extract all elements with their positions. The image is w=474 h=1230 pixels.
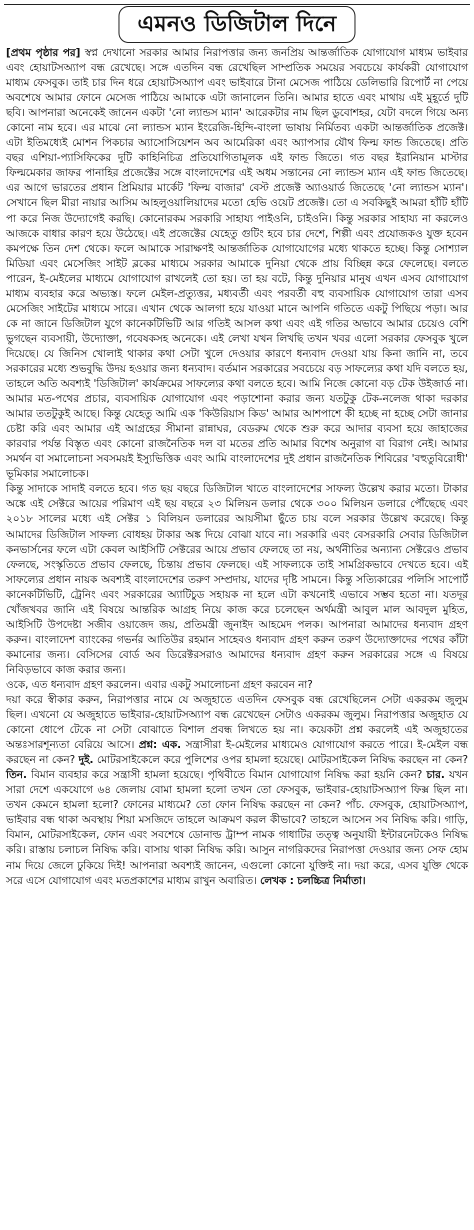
question-1-text: সন্ত্রাসীরা ই-মেইলের মাধ্যমেও যোগাযোগ করতে পারে। ই-মেইল বন্ধ করছেন না কেন? — [6, 739, 468, 767]
question-3-text: বিমান ব্যবহার করে সন্ত্রাসী হামলা হয়েছে। পৃথিবীতে বিমান যোগাযোগ নিষিদ্ধ করা হয়নি কেন? — [31, 769, 423, 782]
paragraph-4 — [6, 693, 468, 889]
continuation-tag: [প্রথম পৃষ্ঠার পর] — [6, 47, 81, 59]
byline-label: লেখক : — [260, 874, 294, 887]
question-2-text: মোটরসাইকেলে করে পুলিশের ওপর হামলা হয়েছে। মোটরসাইকেল নিষিদ্ধ করছেন না কেন? — [97, 754, 468, 767]
headline: এমনও ডিজিটাল দিনে — [137, 11, 337, 37]
question-1-label: প্রশ্ন: এক. — [138, 739, 182, 752]
question-2-label: দুই. — [78, 754, 94, 767]
question-4-text: যখন সারা দেশে একযোগে ৬৪ জেলায় বোমা হামলা হলো তখন তো ফেসবুক, ভাইবার-হোয়াটসঅ্যাপ ফিক্স ছিল না। তখন কেমনে হামলা হলো? ফোনের মাধ্যমে? তো ফোন নিষিদ্ধ করছেন না কেন? পাঁচ. ফেসবুক, হোয়াটসঅ্যাপ, ভাইবার বন্ধ থাকা অবস্থায় শিয়া মসজিদে তাহলে আক্রমণ করল কীভাবে? তাহলে আসেন সব নিষিদ্ধ করি। গাড়ি, বিমান, মোটরসাইকেল, ফোন এবং সবশেষে ডোনাল্ড ট্রাম্প নামক গাধাটির তত্ত্ব অনুযায়ী ইন্টারনেটকেও নিষিদ্ধ করি। রাস্তায় চলাচল নিষিদ্ধ করি। বাসায় থাকা নিষিদ্ধ করি। আসুন নাগরিকদের নিরাপত্তা দেওয়ার জন্য সেফ হোম নাম দিয়ে জেলে ঢুকিয়ে দিই! আপনারা অবশ্যই জানেন, এগুলো কোনো যুক্তিই না। দয়া করে, এসব যুক্তি থেকে সরে এসে যোগাযোগ এবং মতপ্রকাশের মাধ্যম রাখুন অবারিত। — [6, 769, 468, 887]
paragraph-2: কিন্তু সাদাকে সাদাই বলতে হবে। গত ছয় বছরে ডিজিটাল খাতে বাংলাদেশের সাফল্য উল্লেখ করার মতো। টাকার অঙ্কে এই সেক্টরে আয়ের পরিমাণ এই ছয় বছরে ২৩ মিলিয়ন ডলার থেকে ৩০০ মিলিয়ন ডলারে পৌঁছেছে এবং ২০১৮ সালের মধ্যে এই সেক্টর ১ বিলিয়ন ডলারের আয়সীমা ছুঁতে চায় বলে সরকার উল্লেখ করেছে। কিন্তু আমাদের ডিজিটাল সাফল্য বোধহয় টাকার অঙ্ক দিয়ে বোঝা যাবে না। সরকারি এবং বেসরকারি সেবার ডিজিটাল কনভার্সনের ফলে এটা কেবল আইসিটি সেক্টরের আয়ে প্রভাব ফেলছে তা নয়, অর্থনীতির অন্যান্য সেক্টরেও প্রভাব ফেলছে, সংস্কৃতিতে প্রভাব ফেলছে, চিন্তায় প্রভাব ফেলছে। এই সাফল্যকে তাই সামগ্রিকভাবে দেখতে হবে। এই সাফল্যের প্রধান নায়ক অবশ্যই বাংলাদেশের তরুণ সম্প্রদায়, যাদের দৃষ্টি সামনে। কিন্তু সত্যিকারের পলিসি সাপোর্ট কানেকটিভিটি, ট্রেনিং এবং সরকারের অ্যাটিচুড সহায়ক না হলে এটা কখনোই এভাবে সম্ভব হতো না। যতদূর খোঁজখবর জানি এই বিষয়ে আন্তরিক আগ্রহ নিয়ে কাজ করে চলেছেন অর্থমন্ত্রী আবুল মাল আবদুল মুহিত, আইসিটি উপদেষ্টা সজীব ওয়াজেদ জয়, প্রতিমন্ত্রী জুনাইদ আহমেদ পলক। আপনারা আমাদের ধন্যবাদ গ্রহণ করুন। বাংলাদেশ ব্যাংকের গভর্নর আতিউর রহমান সাহেবও ধন্যবাদ গ্রহণ করুন তরুণ উদ্যোক্তাদের পথের কাঁটা কমানোর জন্য। বেসিসের বোর্ড অব ডিরেক্টরসরাও আমাদের ধন্যবাদ গ্রহণ করুন সরকারের সঙ্গে এ বিষয়ে নিবিড়ভাবে কাজ করার জন্য। — [6, 483, 468, 676]
question-3-label: তিন. — [6, 769, 27, 782]
headline-box — [118, 6, 355, 43]
byline-text: চলচ্চিত্র নির্মাতা। — [297, 874, 366, 887]
headline-banner — [4, 0, 470, 46]
paragraph-1-text: স্বপ্ন দেখানো সরকার আমার নিরাপত্তার জন্য জনপ্রিয় আন্তর্জাতিক যোগাযোগ মাধ্যম ভাইবার এবং হোয়াটসঅ্যাপ বন্ধ রেখেছে। সঙ্গে এতদিন বন্ধ রেখেছিল সাম্প্রতিক সময়ের সবচেয়ে কার্যকরী যোগাযোগ মাধ্যম ফেসবুক। তাই চার দিন ধরে হোয়াটসঅ্যাপ এবং ভাইবারে টানা মেসেজ পাঠিয়ে ডেলিভারি রিপোর্ট না পেয়ে অবশেষে আমার ফোনে মেসেজ পাঠিয়ে আমাকে এটা জানালেন তিনি। আমার হাতে এবং মাথায় এই মুহূর্তে দুটি ছবি। আপনারা অনেকেই জানেন একটা 'নো ল্যান্ডস ম্যান' আরেকটার নাম ছিল ডুবোশহর, যেটা বদলে গিয়ে অন্য কোনো নাম হবে। এর মাঝে নো ল্যান্ডস ম্যান ইংরেজি-হিন্দি-বাংলা ভাষায় নির্মিতব্য একটা আন্তর্জাতিক প্রজেক্ট। এটা ইতিমধ্যেই মোশন পিকচার অ্যাসোসিয়েশন অব আমেরিকা এবং অ্যাপসার যৌথ ফিল্ম ফান্ড জিতেছে। প্রতি বছর এশিয়া-প্যাসিফিকের দুটি কাহিনিচিত্র প্রতিযোগিতামূলক এই ফান্ড জিতে। গত বছর ইরানিয়ান মাস্টার ফিল্মমেকার জাফর পানাহির প্রজেক্টের সঙ্গে বাংলাদেশের এই অধম সন্তানের নো ল্যান্ডস ম্যান এই ফান্ড জিতেছে। এর আগে ভারতের প্রধান প্রিমিয়ার মার্কেট 'ফিল্ম বাজার' বেস্ট প্রজেক্ট অ্যাওয়ার্ড জিতেছে 'নো ল্যান্ডস ম্যান'। সেখানে ছিল মীরা নায়ার আসিম আহলুওয়ালিয়াদের মতো হেভি ওয়েট প্রজেক্ট। তো এ সবকিছুই আমরা হাঁটি হাঁটি পা করে নিজ উদ্যোগেই করছি। কোনোরকম সরকারি সাহায্য পাইওনি, চাইওনি। কিন্তু সরকার সাহায্য না করলেও আজকে বাধার কারণ হয়ে উঠেছে। এই প্রজেক্টের যেহেতু গুটিং হবে চার দেশে, শিল্পী এবং প্রযোজকও যুক্ত হবেন কমপক্ষে তিন দেশ থেকে। ফলে আমাকে সারাক্ষণই আন্তর্জাতিক যোগাযোগের মধ্যে থাকতে হচ্ছে। কিন্তু সোশ্যাল মিডিয়া এবং মেসেজিং সাইট ব্লকের মাধ্যমে সরকার আমাকে দুনিয়া থেকে প্রায় বিচ্ছিন্ন করে ফেলেছে। বলতে পারেন, ই-মেইলের মাধ্যমে যোগাযোগ রাখলেই তো হয়। তা হয় বটে, কিন্তু দুনিয়ার মানুষ এখন এসব যোগাযোগ মাধ্যম ব্যবহার করে অভ্যস্ত। ফলে মেইল-প্রত্যুত্তর, মধ্যবর্তী এবং পরবর্তী বহু ব্যবসায়িক যোগাযোগ তারা এসব মেসেজিং সাইটের মাধ্যমে সারে। এখান থেকে আলগা হয়ে যাওয়া মানে আপনি গতিতে একটু পিছিয়ে পড়া। আর কে না জানে ডিজিটাল যুগে কানেকটিভিটি আর গতিই আসল কথা এবং এই গতির অভাবে আমার চেয়েও বেশি ভুগছেন ব্যবসায়ী, উদ্যোক্তা, গবেষকসহ অনেকে। এই লেখা যখন লিখছি তখন খবর এলো সরকার ফেসবুক খুলে দিয়েছে। যে জিনিস খোলাই থাকার কথা সেটা খুলে দেওয়ার কারণে ধন্যবাদ দেওয়া যায় কিনা জানি না, তবে সরকারের মধ্যে শুভবুদ্ধি উদয় হওয়ার জন্য ধন্যবাদ। বর্তমান সরকারের সবচেয়ে বড় সাফল্যের কথা যদি বলতে হয়, তাহলে অতি অবশ্যই 'ডিজিটাল' কার্যক্রমের সাফল্যের কথা বলতে হবে। আমি নিজে কোনো বড় টেক উইজার্ড না। আমার মত-পথের প্রচার, ব্যবসায়িক যোগাযোগ এবং পড়াশোনা করার জন্য যতটুকু টেক-নলেজ থাকা দরকার আমার ততটুকুই আছে। কিন্তু যেহেতু আমি এক 'কিউরিয়াস কিড' আমার আশপাশে কী হচ্ছে না হচ্ছে সেটা জানার চেষ্টা করি এবং আমার এই আগ্রহের সীমানা রান্নাঘর, বেডরুম থেকে শুরু করে আদার ব্যবসা হয়ে জাহাজের কারবার পর্যন্ত বিস্তৃত এবং কোনো রাজনৈতিক দল বা মতের প্রতি আমার বিশেষ অনুরাগ বা বিরাগ নেই। আমার সমর্থন বা সমালোচনা সবসময়ই ইস্যুভিত্তিক এবং আমি বাংলাদেশের দুই প্রধান রাজনৈতিক শিবিরের 'বহুতুবিরোধী' ভূমিকার সমালোচক। — [6, 47, 468, 481]
paragraph-4-intro: দয়া করে স্বীকার করুন, নিরাপত্তার নামে যে অজুহাতে এতদিন ফেসবুক বন্ধ রেখেছিলেন সেটা একরকম জুলুম ছিল। এখনো যে অজুহাতে ভাইবার-হোয়াটসঅ্যাপ বন্ধ রেখেছেন সেটাও একরকম জুলুম। নিরাপত্তার অজুহাত যে কোনো ধোপে টেকে না সেটা বোঝাতে বিশাল প্রবন্ধ লিখতে হয় না। কয়েকটা প্রশ্ন করলেই এই অজুহাতের অন্তঃসারশূন্যতা বেরিয়ে আসে। — [6, 694, 468, 752]
question-4-label: চার. — [426, 769, 445, 782]
article-body — [6, 46, 468, 889]
paragraph-3: ওকে, এত ধন্যবাদ গ্রহণ করলেন। এবার একটু সমালোচনা গ্রহণ করবেন না? — [6, 678, 313, 691]
headline-rule — [4, 4, 470, 5]
paragraph-1 — [6, 46, 468, 482]
